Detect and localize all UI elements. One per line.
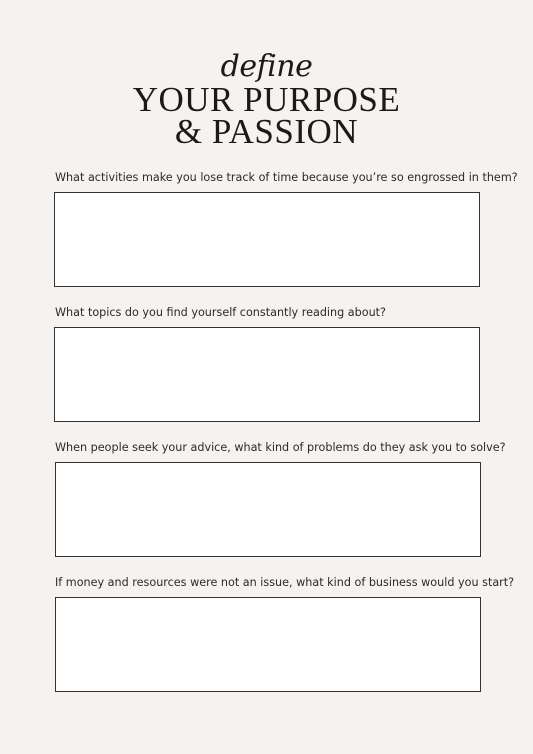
answer-box-4[interactable]	[55, 597, 481, 692]
question-4-label: If money and resources were not an issue, what kind of business would you start?	[55, 576, 515, 589]
question-2-label: What topics do you find yourself constantly reading about?	[55, 306, 386, 319]
worksheet-title	[0, 49, 533, 151]
answer-box-2[interactable]	[54, 327, 480, 422]
answer-box-1[interactable]	[54, 192, 480, 287]
title-line-1: YOUR PURPOSE	[132, 80, 401, 119]
question-1-label: What activities make you lose track of time because you’re so engrossed in them?	[55, 171, 518, 184]
question-3-label: When people seek your advice, what kind of problems do they ask you to solve?	[55, 441, 506, 454]
title-script-word: define	[220, 49, 313, 84]
title-line-2: & PASSION	[174, 112, 359, 151]
answer-box-3[interactable]	[55, 462, 481, 557]
